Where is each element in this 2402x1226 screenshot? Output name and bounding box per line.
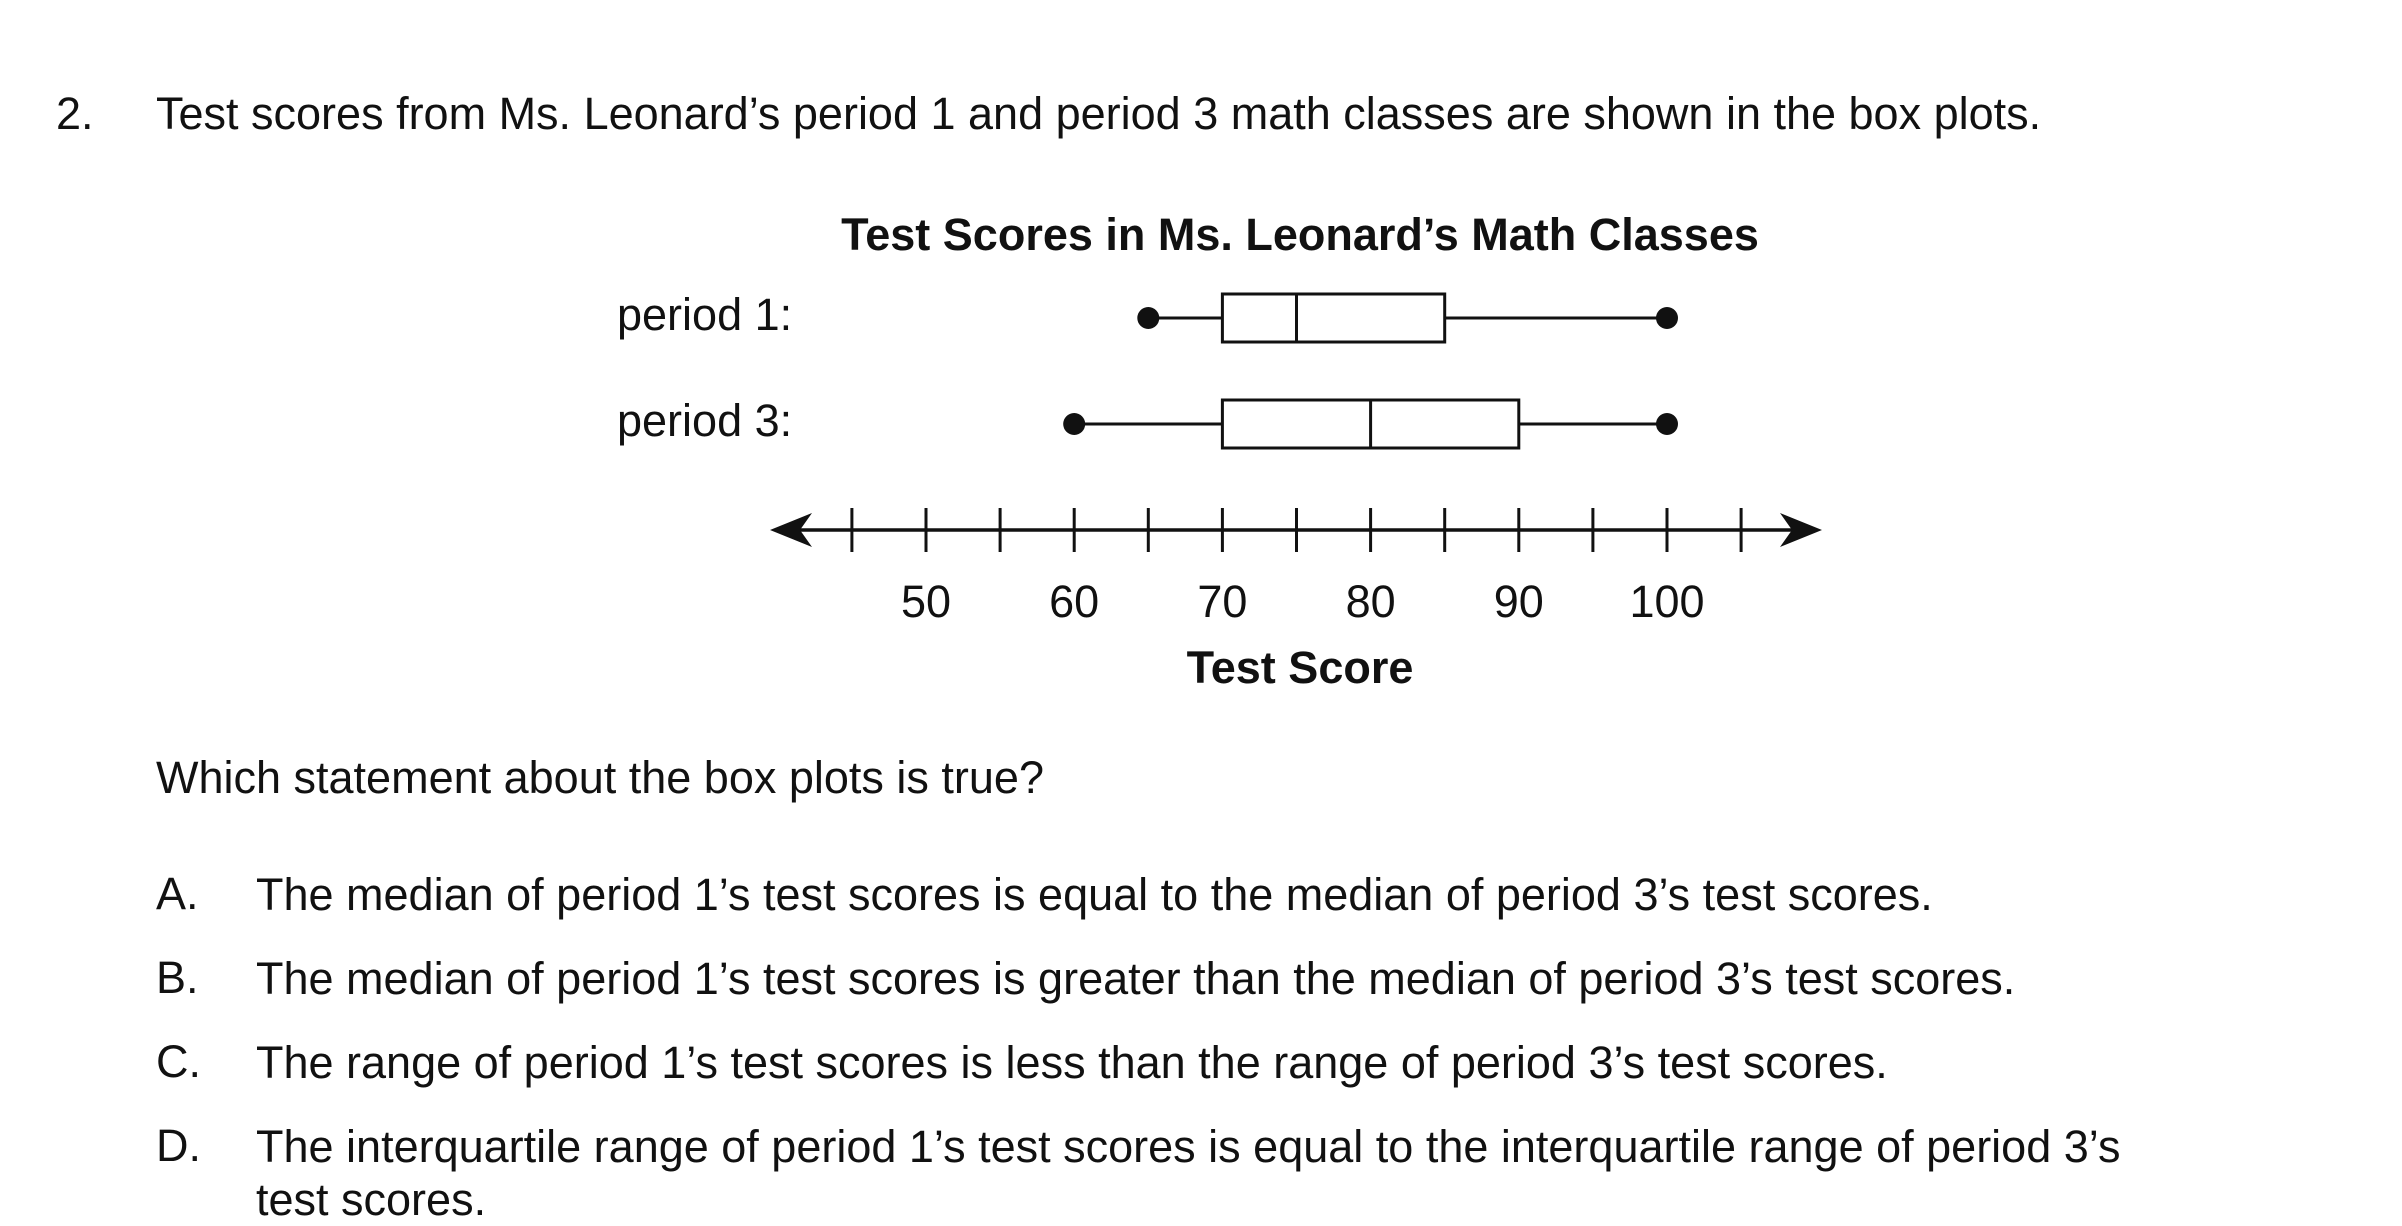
tick-label: 70: [1197, 576, 1248, 627]
tick-label: 50: [900, 576, 952, 627]
min-point: [1063, 413, 1085, 435]
x-axis-label: Test Score: [1186, 642, 1414, 693]
min-point: [1137, 307, 1159, 329]
series-label-period-1: period 1:: [617, 289, 793, 340]
series-label-period-3: period 3:: [617, 395, 793, 446]
max-point: [1656, 413, 1678, 435]
question-number: 2.: [56, 88, 94, 139]
option-a-text[interactable]: The median of period 1’s test scores is equal to the median of period 3’s test scores.: [256, 869, 1933, 920]
tick-label: 60: [1049, 576, 1100, 627]
chart-title: Test Scores in Ms. Leonard’s Math Classes: [841, 209, 1759, 260]
tick-label: 90: [1493, 576, 1544, 627]
iqr-box: [1222, 294, 1444, 342]
tick-label: 100: [1629, 576, 1705, 627]
box-plot-1: [1137, 294, 1678, 342]
max-point: [1656, 307, 1678, 329]
option-d-text[interactable]: The interquartile range of period 1’s test scores is equal to the interquartile range of period 3’s test scores.: [256, 1121, 2121, 1225]
tick-label: 80: [1345, 576, 1396, 627]
prompt-text: Which statement about the box plots is true?: [156, 752, 1044, 803]
option-b-text[interactable]: The median of period 1’s test scores is greater than the median of period 3’s test scores.: [256, 953, 2016, 1004]
option-b-letter[interactable]: B.: [156, 952, 199, 1003]
question-text: Test scores from Ms. Leonard’s period 1 and period 3 math classes are shown in the box plots.: [156, 88, 2042, 139]
option-c-text[interactable]: The range of period 1’s test scores is less than the range of period 3’s test scores.: [256, 1037, 1888, 1088]
option-a-letter[interactable]: A.: [156, 868, 199, 919]
box-plot-2: [1063, 400, 1678, 448]
option-d-letter[interactable]: D.: [156, 1120, 201, 1171]
option-c-letter[interactable]: C.: [156, 1036, 201, 1087]
